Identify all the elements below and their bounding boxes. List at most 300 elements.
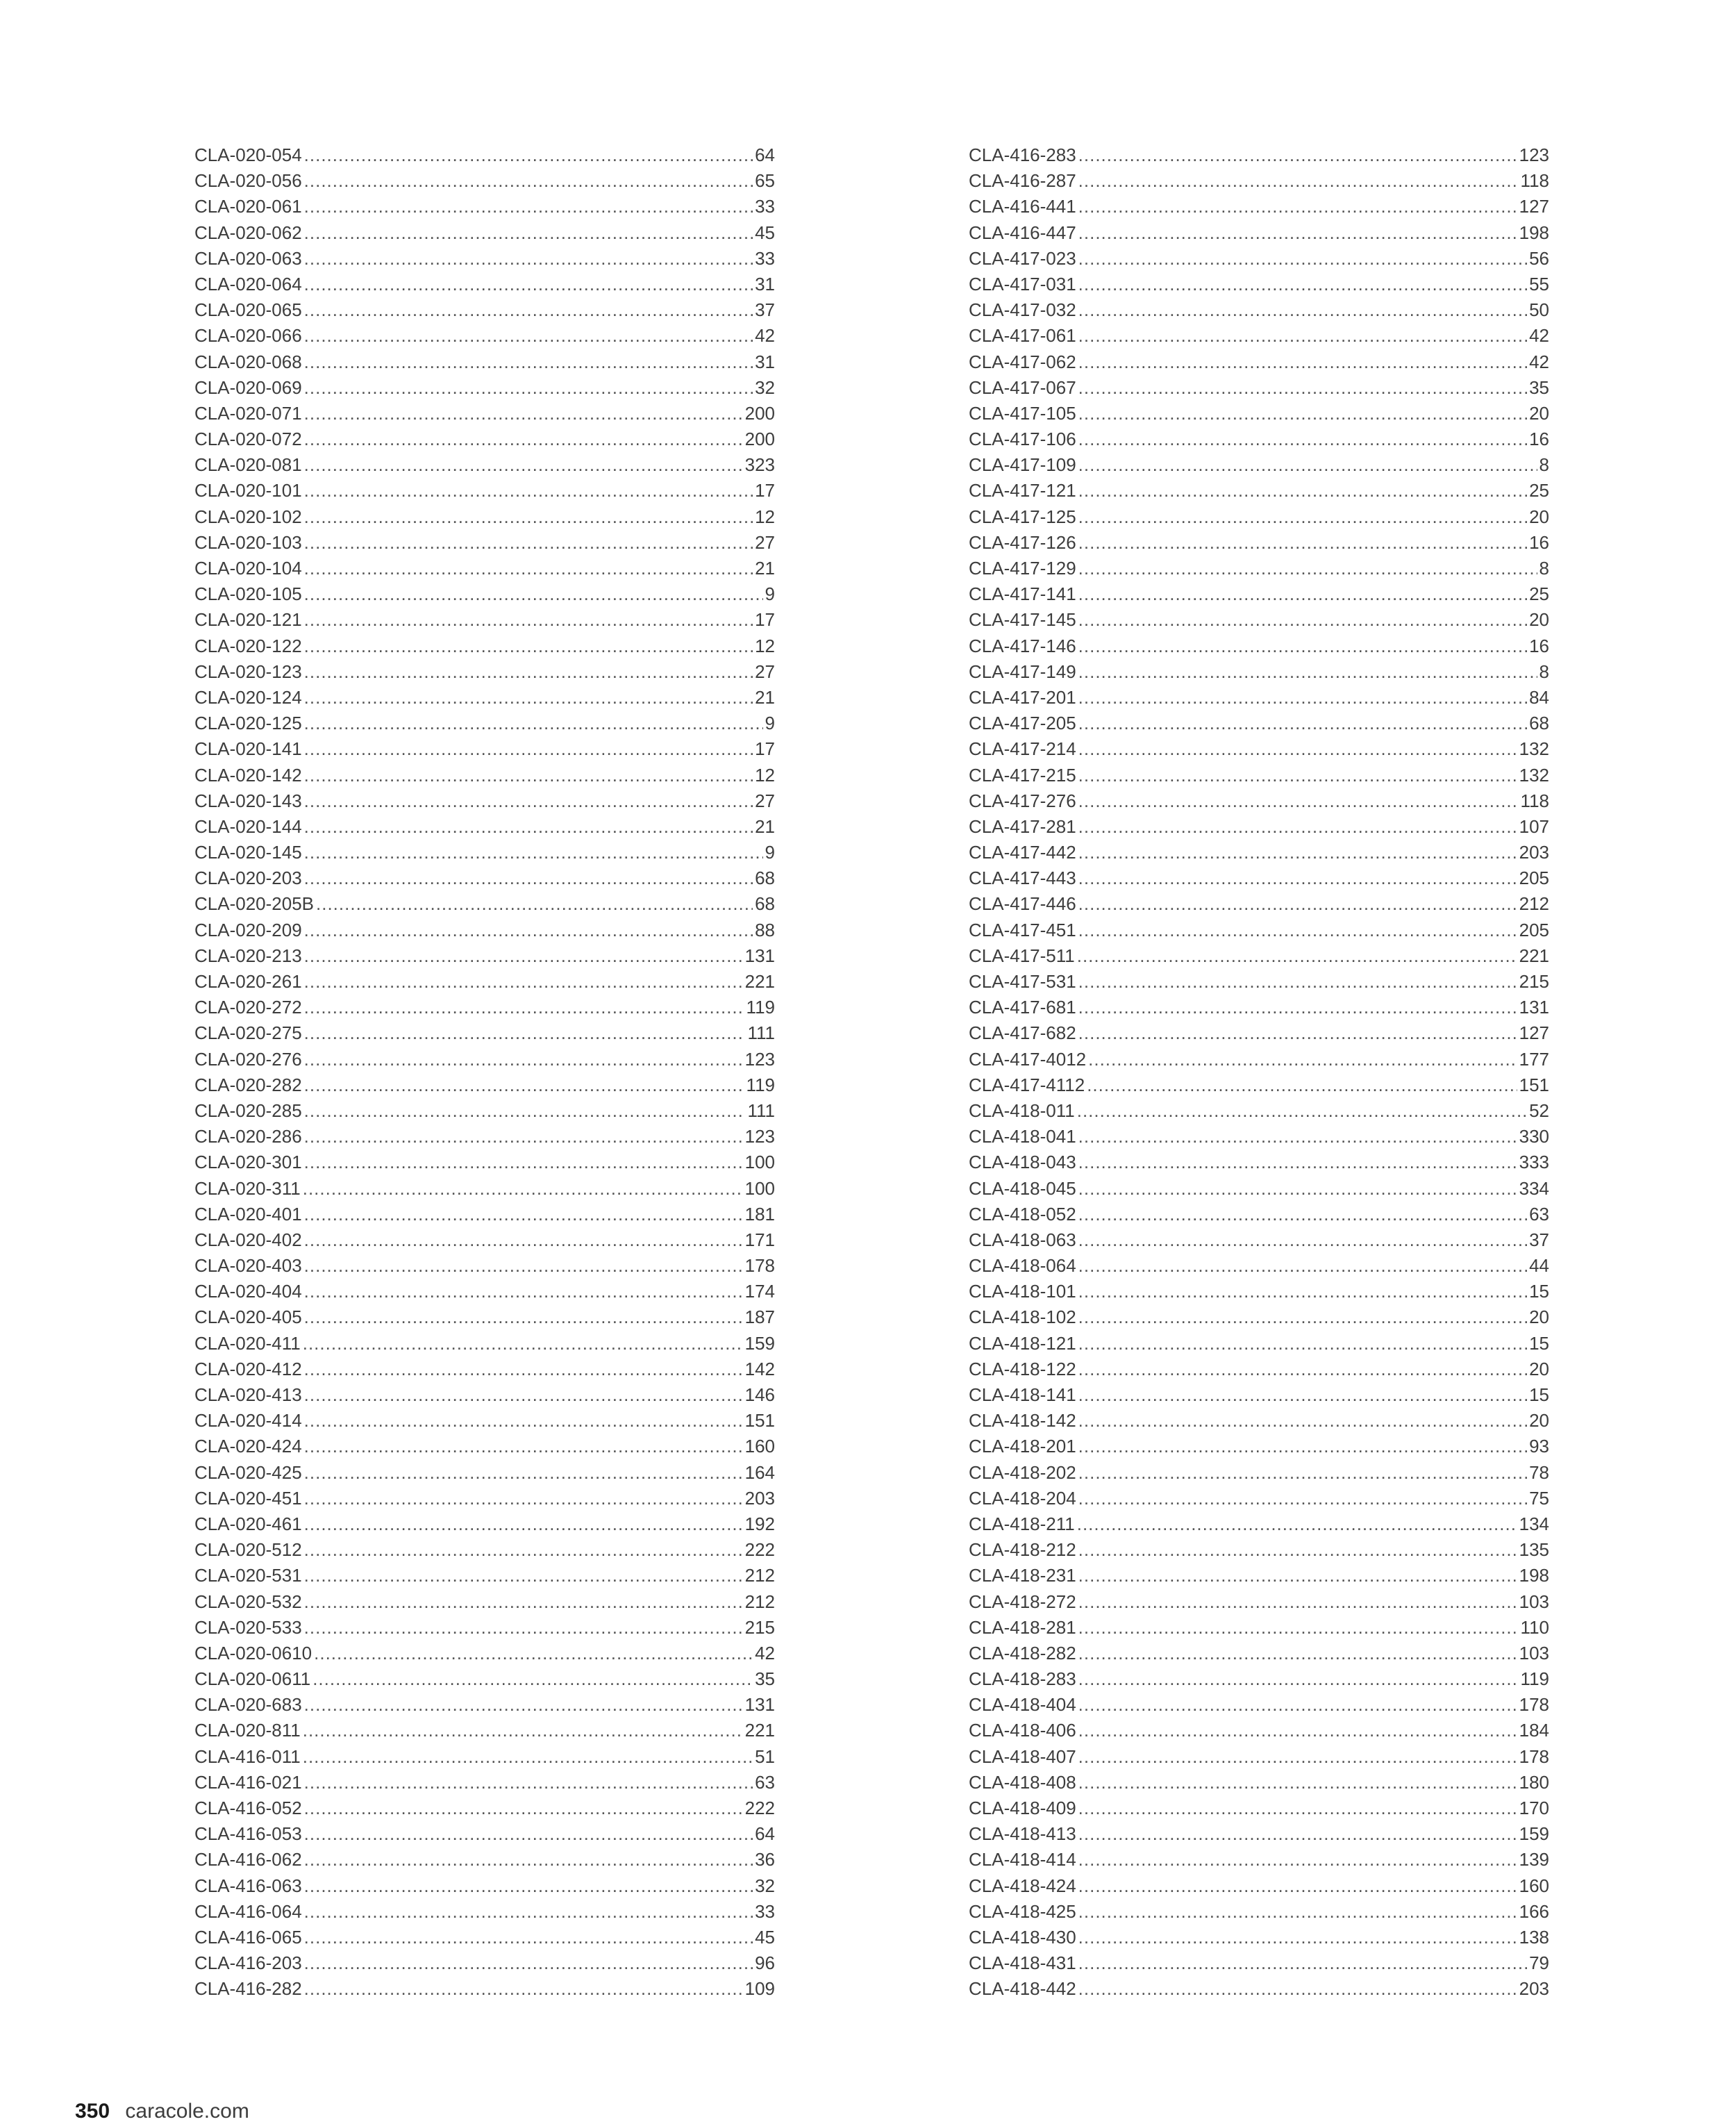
index-entry: [194, 1615, 775, 1641]
index-entry: [969, 1408, 1549, 1434]
entry-page-number: 35: [1529, 376, 1549, 398]
entry-page-number: 33: [755, 247, 775, 269]
dot-leader: [1078, 763, 1517, 788]
entry-page-number: 127: [1519, 1022, 1549, 1044]
entry-code: CLA-416-203: [194, 1952, 302, 1974]
index-entry: [969, 840, 1549, 865]
index-entry: [969, 943, 1549, 969]
entry-code: CLA-418-064: [969, 1255, 1076, 1277]
index-entry: [194, 1304, 775, 1330]
dot-leader: [304, 1124, 743, 1150]
index-entry: [969, 1331, 1549, 1356]
dot-leader: [304, 349, 753, 375]
page-footer: [75, 2099, 249, 2124]
entry-page-number: 8: [1539, 558, 1549, 579]
entry-page-number: 27: [755, 790, 775, 811]
entry-page-number: 96: [755, 1952, 775, 1974]
entry-code: CLA-020-056: [194, 170, 302, 192]
index-entry: [969, 556, 1549, 581]
entry-page-number: 65: [755, 170, 775, 192]
index-entry: [969, 1718, 1549, 1743]
dot-leader: [1078, 1821, 1517, 1847]
dot-leader: [304, 375, 753, 401]
index-entry: [969, 452, 1549, 478]
entry-code: CLA-417-129: [969, 558, 1076, 579]
index-entry: [969, 1795, 1549, 1821]
entry-code: CLA-418-063: [969, 1229, 1076, 1250]
entry-page-number: 160: [744, 1436, 775, 1457]
entry-page-number: 64: [755, 144, 775, 165]
entry-code: CLA-418-283: [969, 1668, 1076, 1690]
dot-leader: [304, 1692, 743, 1718]
dot-leader: [303, 1176, 743, 1202]
index-entry: [969, 323, 1549, 349]
index-entry: [194, 1976, 775, 2002]
index-entry: [194, 1460, 775, 1486]
dot-leader: [304, 246, 753, 272]
dot-leader: [304, 1795, 743, 1821]
entry-page-number: 17: [755, 609, 775, 631]
dot-leader: [1078, 1408, 1527, 1434]
entry-page-number: 36: [755, 1849, 775, 1870]
index-entry: [194, 1227, 775, 1253]
dot-leader: [304, 1408, 743, 1434]
dot-leader: [1078, 1331, 1527, 1356]
dot-leader: [303, 1718, 743, 1743]
index-entry: [969, 1356, 1549, 1382]
dot-leader: [304, 1821, 753, 1847]
entry-page-number: 111: [747, 1100, 775, 1121]
entry-page-number: 21: [755, 815, 775, 837]
entry-page-number: 221: [1519, 945, 1549, 966]
entry-code: CLA-416-441: [969, 196, 1076, 217]
index-entry: [194, 1718, 775, 1743]
entry-page-number: 45: [755, 222, 775, 243]
entry-page-number: 12: [755, 635, 775, 656]
entry-code: CLA-020-683: [194, 1694, 302, 1716]
index-entry: [194, 1150, 775, 1175]
dot-leader: [1078, 659, 1537, 685]
entry-code: CLA-416-447: [969, 222, 1076, 243]
entry-code: CLA-020-461: [194, 1513, 302, 1534]
entry-code: CLA-020-123: [194, 661, 302, 682]
dot-leader: [304, 1304, 743, 1330]
index-entry: [969, 1511, 1549, 1537]
entry-code: CLA-418-407: [969, 1745, 1076, 1767]
entry-code: CLA-020-101: [194, 480, 302, 501]
index-entry: [194, 1795, 775, 1821]
entry-code: CLA-417-109: [969, 454, 1076, 476]
dot-leader: [1078, 1873, 1517, 1899]
index-entry: [969, 142, 1549, 168]
entry-page-number: 180: [1519, 1771, 1549, 1793]
dot-leader: [1078, 711, 1527, 736]
entry-page-number: 200: [744, 402, 775, 424]
dot-leader: [304, 1899, 753, 1925]
entry-code: CLA-417-145: [969, 609, 1076, 631]
entry-code: CLA-417-149: [969, 661, 1076, 682]
entry-code: CLA-418-404: [969, 1694, 1076, 1716]
entry-code: CLA-418-041: [969, 1126, 1076, 1147]
index-entry: [194, 1356, 775, 1382]
index-entry: [194, 1692, 775, 1718]
entry-code: CLA-416-287: [969, 170, 1076, 192]
dot-leader: [304, 452, 743, 478]
entry-page-number: 184: [1519, 1720, 1549, 1741]
index-entry: [194, 1486, 775, 1511]
entry-code: CLA-416-065: [194, 1926, 302, 1948]
index-entry: [194, 1770, 775, 1795]
entry-page-number: 15: [1529, 1332, 1549, 1354]
dot-leader: [304, 504, 753, 530]
entry-page-number: 9: [765, 713, 775, 734]
entry-page-number: 178: [744, 1255, 775, 1277]
dot-leader: [1078, 1770, 1517, 1795]
dot-leader: [1078, 1253, 1527, 1279]
entry-code: CLA-417-281: [969, 815, 1076, 837]
dot-leader: [304, 1279, 743, 1304]
dot-leader: [1077, 1098, 1527, 1124]
entry-code: CLA-418-430: [969, 1926, 1076, 1948]
dot-leader: [304, 659, 753, 685]
entry-page-number: 107: [1519, 815, 1549, 837]
entry-page-number: 9: [765, 842, 775, 863]
dot-leader: [303, 1331, 743, 1356]
entry-code: CLA-416-011: [194, 1745, 301, 1767]
entry-page-number: 215: [1519, 971, 1549, 992]
entry-page-number: 25: [1529, 480, 1549, 501]
index-entry: [969, 1460, 1549, 1486]
entry-page-number: 198: [1519, 1565, 1549, 1586]
dot-leader: [1078, 633, 1527, 659]
entry-page-number: 12: [755, 506, 775, 527]
index-entry: [969, 685, 1549, 711]
index-entry: [194, 685, 775, 711]
entry-code: CLA-020-311: [194, 1177, 301, 1199]
dot-leader: [1078, 736, 1517, 762]
index-entry: [194, 426, 775, 452]
entry-code: CLA-417-126: [969, 531, 1076, 553]
entry-code: CLA-020-143: [194, 790, 302, 811]
entry-page-number: 323: [744, 454, 775, 476]
entry-code: CLA-418-102: [969, 1306, 1076, 1328]
dot-leader: [1078, 1589, 1517, 1615]
index-entry: [194, 246, 775, 272]
entry-code: CLA-417-276: [969, 790, 1076, 811]
index-entry: [194, 1899, 775, 1925]
entry-page-number: 20: [1529, 1306, 1549, 1328]
index-entry: [194, 1821, 775, 1847]
dot-leader: [304, 1847, 753, 1873]
entry-code: CLA-418-413: [969, 1823, 1076, 1845]
entry-code: CLA-416-063: [194, 1875, 302, 1896]
entry-code: CLA-020-213: [194, 945, 302, 966]
dot-leader: [304, 1356, 743, 1382]
index-entry: [969, 478, 1549, 504]
index-entry: [194, 1124, 775, 1150]
entry-code: CLA-416-283: [969, 144, 1076, 165]
entry-code: CLA-416-064: [194, 1900, 302, 1922]
entry-page-number: 178: [1519, 1694, 1549, 1716]
dot-leader: [304, 1150, 743, 1175]
entry-code: CLA-418-052: [969, 1203, 1076, 1225]
index-entry: [969, 504, 1549, 530]
entry-code: CLA-417-681: [969, 997, 1076, 1018]
dot-leader: [1077, 943, 1517, 969]
entry-page-number: 132: [1519, 764, 1549, 786]
index-entry: [969, 1847, 1549, 1873]
entry-page-number: 198: [1519, 222, 1549, 243]
entry-page-number: 51: [755, 1745, 775, 1767]
index-entry: [969, 1950, 1549, 1976]
entry-page-number: 52: [1529, 1100, 1549, 1121]
index-entry: [194, 865, 775, 891]
entry-code: CLA-417-125: [969, 506, 1076, 527]
index-entry: [194, 194, 775, 219]
entry-page-number: 118: [1520, 170, 1549, 192]
entry-code: CLA-418-141: [969, 1384, 1076, 1405]
entry-code: CLA-418-281: [969, 1616, 1076, 1638]
dot-leader: [304, 478, 753, 504]
entry-code: CLA-020-811: [194, 1720, 301, 1741]
index-entry: [194, 452, 775, 478]
entry-code: CLA-418-282: [969, 1642, 1076, 1663]
dot-leader: [304, 1976, 743, 2002]
index-entry: [969, 633, 1549, 659]
index-entry: [194, 375, 775, 401]
entry-page-number: 100: [744, 1152, 775, 1173]
entry-page-number: 33: [755, 1900, 775, 1922]
entry-code: CLA-020-413: [194, 1384, 302, 1405]
entry-code: CLA-020-272: [194, 997, 302, 1018]
entry-page-number: 75: [1529, 1487, 1549, 1509]
entry-code: CLA-418-272: [969, 1591, 1076, 1612]
entry-code: CLA-418-142: [969, 1410, 1076, 1432]
dot-leader: [1078, 220, 1517, 246]
index-entry: [969, 220, 1549, 246]
dot-leader: [1078, 1641, 1517, 1666]
entry-page-number: 146: [744, 1384, 775, 1405]
entry-code: CLA-418-201: [969, 1436, 1076, 1457]
index-entry: [194, 581, 775, 607]
entry-code: CLA-417-443: [969, 868, 1076, 889]
entry-page-number: 127: [1519, 196, 1549, 217]
entry-page-number: 64: [755, 1823, 775, 1845]
entry-code: CLA-418-202: [969, 1461, 1076, 1483]
entry-page-number: 178: [1519, 1745, 1549, 1767]
index-entry: [969, 1899, 1549, 1925]
entry-code: CLA-020-142: [194, 764, 302, 786]
index-entry: [194, 220, 775, 246]
entry-code: CLA-417-106: [969, 429, 1076, 450]
dot-leader: [1088, 1047, 1517, 1072]
entry-code: CLA-020-104: [194, 558, 302, 579]
dot-leader: [1078, 814, 1517, 840]
entry-code: CLA-020-203: [194, 868, 302, 889]
dot-leader: [1078, 891, 1517, 917]
index-entry: [969, 1666, 1549, 1692]
index-entry: [969, 995, 1549, 1020]
index-entry: [969, 1304, 1549, 1330]
entry-code: CLA-020-072: [194, 429, 302, 450]
entry-code: CLA-020-0611: [194, 1668, 311, 1690]
entry-code: CLA-020-071: [194, 402, 302, 424]
entry-code: CLA-020-531: [194, 1565, 302, 1586]
entry-page-number: 20: [1529, 609, 1549, 631]
entry-page-number: 203: [1519, 1978, 1549, 2000]
dot-leader: [314, 1641, 753, 1666]
dot-leader: [1078, 581, 1527, 607]
entry-page-number: 109: [744, 1978, 775, 2000]
index-entry: [194, 1047, 775, 1072]
entry-code: CLA-418-204: [969, 1487, 1076, 1509]
dot-leader: [1078, 1615, 1519, 1641]
entry-code: CLA-417-061: [969, 325, 1076, 347]
entry-code: CLA-020-261: [194, 971, 302, 992]
dot-leader: [304, 1615, 743, 1641]
entry-page-number: 20: [1529, 402, 1549, 424]
entry-code: CLA-020-068: [194, 351, 302, 372]
index-entry: [194, 1925, 775, 1950]
index-entry: [969, 607, 1549, 633]
entry-code: CLA-020-285: [194, 1100, 302, 1121]
entry-page-number: 222: [744, 1539, 775, 1561]
entry-page-number: 31: [755, 351, 775, 372]
dot-leader: [304, 581, 763, 607]
dot-leader: [304, 685, 753, 711]
entry-code: CLA-020-105: [194, 583, 302, 605]
entry-code: CLA-020-412: [194, 1358, 302, 1379]
entry-code: CLA-020-404: [194, 1281, 302, 1302]
entry-page-number: 164: [744, 1461, 775, 1483]
index-entry: [194, 1847, 775, 1873]
entry-code: CLA-020-069: [194, 376, 302, 398]
entry-page-number: 132: [1519, 738, 1549, 760]
entry-page-number: 42: [1529, 351, 1549, 372]
dot-leader: [304, 1227, 743, 1253]
entry-page-number: 160: [1519, 1875, 1549, 1896]
index-entry: [969, 426, 1549, 452]
dot-leader: [1078, 1718, 1517, 1743]
entry-page-number: 212: [744, 1565, 775, 1586]
entry-code: CLA-416-053: [194, 1823, 302, 1845]
entry-code: CLA-020-405: [194, 1306, 302, 1328]
dot-leader: [1078, 1020, 1517, 1046]
entry-code: CLA-417-067: [969, 376, 1076, 398]
dot-leader: [1078, 426, 1527, 452]
index-entry: [969, 1382, 1549, 1408]
entry-code: CLA-418-231: [969, 1565, 1076, 1586]
dot-leader: [316, 891, 753, 917]
entry-page-number: 203: [744, 1487, 775, 1509]
entry-code: CLA-417-201: [969, 686, 1076, 708]
entry-page-number: 16: [1529, 531, 1549, 553]
index-entry: [969, 1744, 1549, 1770]
dot-leader: [304, 297, 753, 323]
dot-leader: [304, 168, 753, 194]
entry-page-number: 33: [755, 196, 775, 217]
entry-page-number: 131: [744, 945, 775, 966]
index-entry: [194, 401, 775, 426]
entry-code: CLA-020-451: [194, 1487, 302, 1509]
entry-page-number: 56: [1529, 247, 1549, 269]
index-entry: [194, 530, 775, 556]
dot-leader: [1078, 194, 1517, 219]
entry-page-number: 330: [1519, 1126, 1549, 1147]
entry-code: CLA-020-425: [194, 1461, 302, 1483]
dot-leader: [1078, 1976, 1517, 2002]
index-entry: [969, 581, 1549, 607]
entry-page-number: 31: [755, 273, 775, 294]
entry-page-number: 333: [1519, 1152, 1549, 1173]
entry-page-number: 142: [744, 1358, 775, 1379]
dot-leader: [1078, 401, 1527, 426]
dot-leader: [1078, 840, 1517, 865]
entry-page-number: 221: [744, 971, 775, 992]
entry-page-number: 93: [1529, 1436, 1549, 1457]
index-entry: [194, 1589, 775, 1615]
dot-leader: [1078, 1202, 1527, 1227]
entry-page-number: 192: [744, 1513, 775, 1534]
entry-page-number: 205: [1519, 919, 1549, 940]
entry-page-number: 17: [755, 480, 775, 501]
entry-page-number: 20: [1529, 506, 1549, 527]
index-entry: [969, 1641, 1549, 1666]
index-entry: [969, 1615, 1549, 1641]
entry-code: CLA-020-209: [194, 919, 302, 940]
index-entry: [194, 1098, 775, 1124]
entry-page-number: 205: [1519, 868, 1549, 889]
dot-leader: [1078, 168, 1519, 194]
dot-leader: [1078, 504, 1527, 530]
index-entry: [194, 659, 775, 685]
entry-code: CLA-020-205B: [194, 893, 314, 915]
entry-page-number: 8: [1539, 661, 1549, 682]
entry-code: CLA-417-023: [969, 247, 1076, 269]
entry-page-number: 139: [1519, 1849, 1549, 1870]
dot-leader: [303, 1744, 753, 1770]
dot-leader: [1078, 1692, 1517, 1718]
entry-page-number: 78: [1529, 1461, 1549, 1483]
entry-page-number: 222: [744, 1798, 775, 1818]
entry-code: CLA-418-011: [969, 1100, 1075, 1121]
entry-page-number: 45: [755, 1926, 775, 1948]
index-entry: [194, 272, 775, 297]
entry-code: CLA-020-301: [194, 1152, 302, 1173]
entry-page-number: 50: [1529, 299, 1549, 321]
entry-code: CLA-417-531: [969, 971, 1076, 992]
entry-code: CLA-020-062: [194, 222, 302, 243]
index-entry: [194, 1511, 775, 1537]
index-entry: [969, 969, 1549, 995]
index-entry: [969, 865, 1549, 891]
entry-page-number: 103: [1519, 1591, 1549, 1612]
dot-leader: [1078, 995, 1517, 1020]
entry-code: CLA-418-121: [969, 1332, 1076, 1354]
entry-code: CLA-418-406: [969, 1720, 1076, 1741]
entry-page-number: 215: [744, 1616, 775, 1638]
entry-page-number: 170: [1519, 1798, 1549, 1818]
entry-code: CLA-417-215: [969, 764, 1076, 786]
entry-page-number: 174: [744, 1281, 775, 1302]
index-entry: [969, 168, 1549, 194]
index-entry: [194, 349, 775, 375]
index-entry: [194, 1331, 775, 1356]
dot-leader: [1078, 556, 1537, 581]
entry-page-number: 55: [1529, 273, 1549, 294]
index-entry: [969, 1253, 1549, 1279]
index-entry: [969, 1227, 1549, 1253]
